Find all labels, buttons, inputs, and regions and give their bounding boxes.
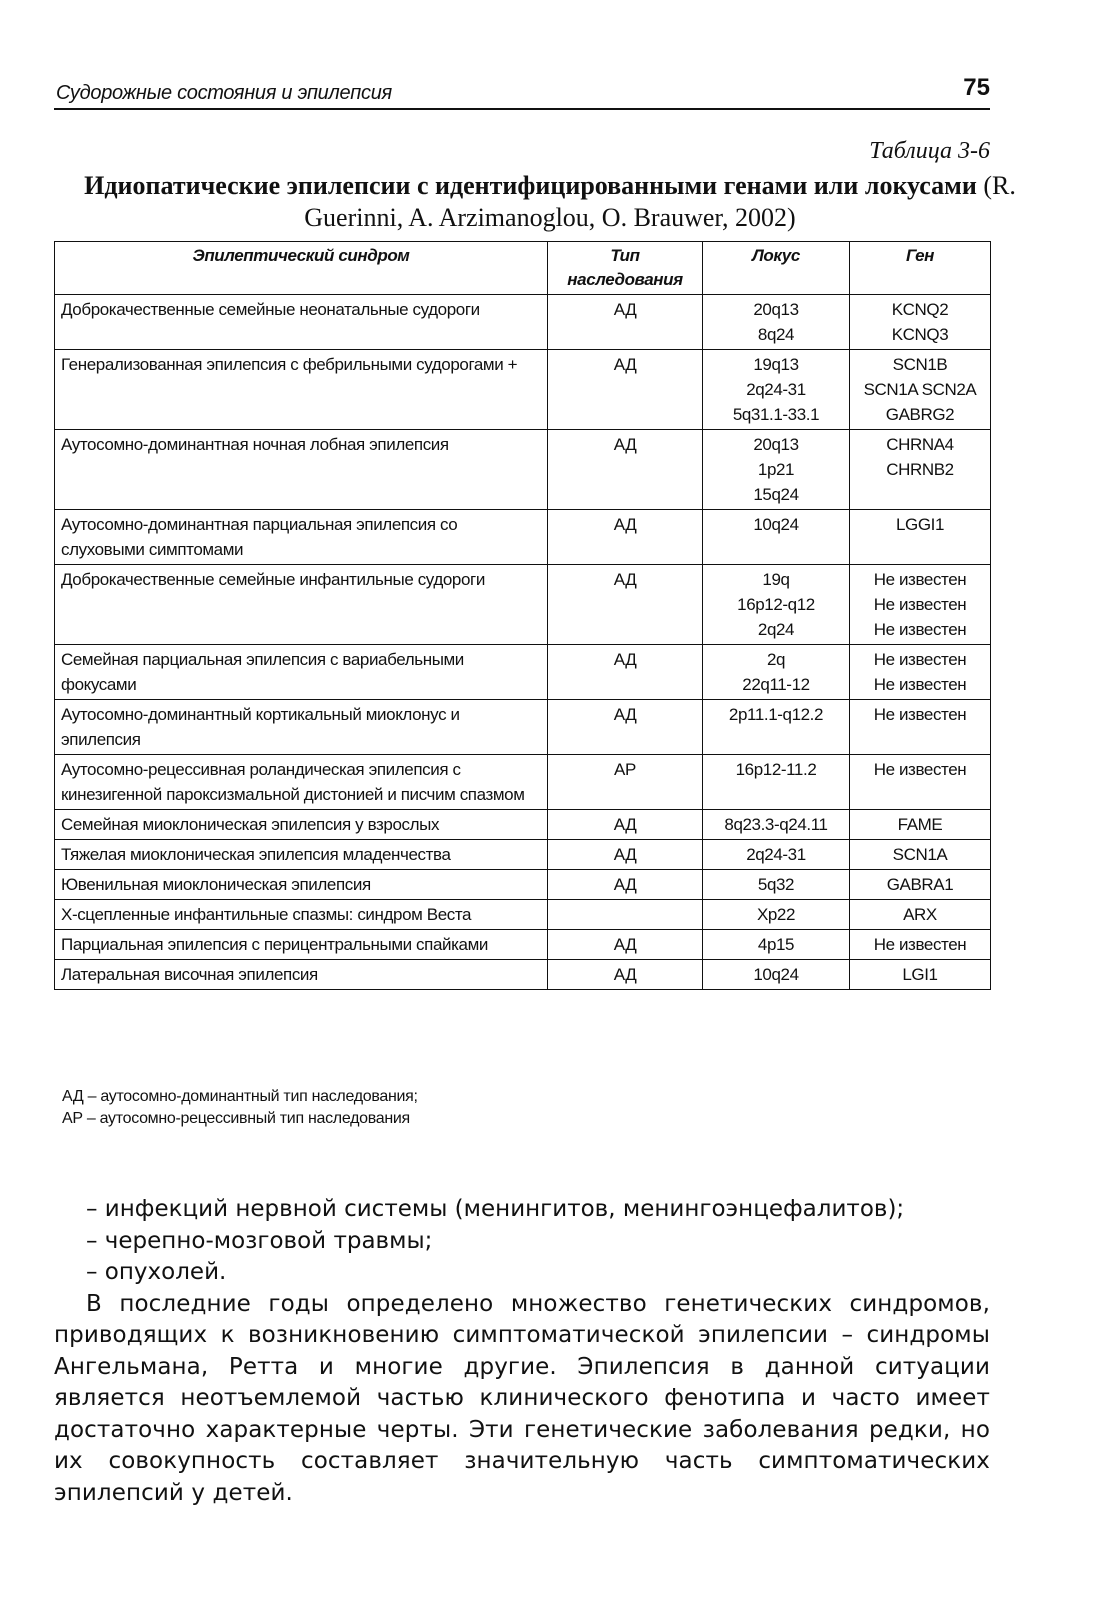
gene-value: KCNQ2 [891, 300, 949, 319]
cell-locus [703, 755, 850, 810]
locus-value: 16p12-q12 [737, 595, 815, 614]
locus-value: 10q24 [753, 965, 799, 984]
locus-value: 22q11-12 [742, 675, 810, 694]
cell-syndrome: Генерализованная эпилепсия с фебрильными судорогами + [55, 350, 548, 430]
cell-gene [850, 755, 991, 810]
cell-syndrome: Ювенильная миоклоническая эпилепсия [55, 870, 548, 900]
gene-value: GABRG2 [885, 405, 955, 424]
cell-syndrome: Семейная парциальная эпилепсия с вариабельными фокусами [55, 645, 548, 700]
cell-gene [850, 430, 991, 510]
cell-inheritance: АД [548, 565, 703, 645]
cell-gene [850, 900, 991, 930]
locus-value: 5q32 [757, 875, 795, 894]
cell-gene [850, 295, 991, 350]
locus-value: 1p21 [757, 460, 795, 479]
table-row [55, 350, 991, 430]
body-paragraph: В последние годы определено множество генетических синдромов, приводящих к возникновению симптоматической эпилепсии – синдромы Ангельмана, Ретта и многие другие. Эпилепсия в данной ситуации является неотъемлемой частью клинического фенотипа и часто имеет достаточно характерные черты. Эти генетические заболевания редки, но их совокупность составляет значительную часть симптоматических эпилепсий у детей. [54, 1290, 990, 1506]
gene-value: Не известен [873, 705, 967, 724]
footnote-ar: АР – аутосомно-рецессивный тип наследования [62, 1110, 410, 1127]
gene-value: CHRNB2 [886, 460, 954, 479]
bullet-item: – инфекций нервной системы (менингитов, менингоэнцефалитов); [86, 1196, 905, 1222]
locus-value: 2q [766, 650, 786, 669]
cell-inheritance: АД [548, 295, 703, 350]
table-row [55, 930, 991, 960]
table-row [55, 510, 991, 565]
locus-value: 2p11.1-q12.2 [728, 705, 824, 724]
cell-inheritance: АД [548, 960, 703, 990]
cell-inheritance: АР [548, 755, 703, 810]
table-row [55, 810, 991, 840]
cell-syndrome: Парциальная эпилепсия с перицентральными спайками [55, 930, 548, 960]
header-inheritance: Тип наследования [548, 242, 703, 295]
body-text [54, 1194, 990, 1509]
gene-value: Не известен [873, 595, 967, 614]
footnote-ad: АД – аутосомно-доминантный тип наследования; [62, 1088, 418, 1105]
cell-gene [850, 565, 991, 645]
cell-locus [703, 840, 850, 870]
locus-value: 8q24 [757, 325, 795, 344]
cell-locus [703, 700, 850, 755]
gene-value: GABRA1 [886, 875, 954, 894]
locus-value: 19q13 [753, 355, 799, 374]
cell-inheritance [548, 900, 703, 930]
header-locus: Локус [703, 242, 850, 295]
cell-gene [850, 510, 991, 565]
locus-value: 2q24 [757, 620, 795, 639]
header-syndrome: Эпилептический синдром [55, 242, 548, 295]
page-number: 75 [963, 74, 990, 101]
table-row [55, 430, 991, 510]
cell-gene [850, 645, 991, 700]
cell-inheritance: АД [548, 510, 703, 565]
locus-value: 20q13 [753, 435, 799, 454]
cell-locus [703, 900, 850, 930]
running-head-section: Судорожные состояния и эпилепсия [56, 82, 392, 104]
cell-inheritance: АД [548, 700, 703, 755]
header-gene: Ген [850, 242, 991, 295]
cell-locus [703, 960, 850, 990]
cell-locus [703, 350, 850, 430]
table-row [55, 700, 991, 755]
locus-value: 8q23.3-q24.11 [724, 815, 828, 834]
table-title-citation: (R. Guerinni, A. Arzimanoglou, O. Brauwer, 2002) [304, 171, 1016, 232]
cell-syndrome: Семейная миоклоническая эпилепсия у взрослых [55, 810, 548, 840]
cell-inheritance: АД [548, 870, 703, 900]
cell-inheritance: АД [548, 645, 703, 700]
table-title [60, 170, 1040, 234]
cell-inheritance: АД [548, 840, 703, 870]
table-row [55, 900, 991, 930]
gene-value: KCNQ3 [891, 325, 949, 344]
cell-syndrome: Доброкачественные семейные неонатальные судороги [55, 295, 548, 350]
cell-syndrome: Латеральная височная эпилепсия [55, 960, 548, 990]
table-row [55, 960, 991, 990]
cell-syndrome: Аутосомно-доминантная парциальная эпилепсия со слуховыми симптомами [55, 510, 548, 565]
locus-value: 2q24-31 [746, 380, 806, 399]
cell-syndrome: Доброкачественные семейные инфантильные судороги [55, 565, 548, 645]
gene-value: Не известен [873, 570, 967, 589]
locus-value: 5q31.1-33.1 [732, 405, 820, 424]
locus-value: 10q24 [753, 515, 799, 534]
gene-value: Не известен [873, 760, 967, 779]
cell-locus [703, 810, 850, 840]
gene-value: LGI1 [902, 965, 938, 984]
table-row [55, 565, 991, 645]
table-footnotes [62, 1086, 418, 1130]
cell-locus [703, 645, 850, 700]
gene-value: FAME [897, 815, 943, 834]
gene-value: SCN1A SCN2A [863, 380, 977, 399]
cell-inheritance: АД [548, 810, 703, 840]
bullet-item: – опухолей. [86, 1259, 227, 1285]
table-row [55, 755, 991, 810]
cell-locus [703, 870, 850, 900]
gene-value: SCN1B [892, 355, 948, 374]
cell-gene [850, 930, 991, 960]
cell-locus [703, 295, 850, 350]
cell-syndrome: Тяжелая миоклоническая эпилепсия младенчества [55, 840, 548, 870]
gene-value: CHRNA4 [886, 435, 954, 454]
table-row [55, 840, 991, 870]
cell-syndrome: X-сцепленные инфантильные спазмы: синдром Веста [55, 900, 548, 930]
locus-value: 4p15 [757, 935, 795, 954]
cell-syndrome: Аутосомно-доминантный кортикальный миоклонус и эпилепсия [55, 700, 548, 755]
table-row [55, 295, 991, 350]
locus-value: 15q24 [753, 485, 799, 504]
bullet-item: – черепно-мозговой травмы; [86, 1227, 433, 1254]
table-number: Таблица 3-6 [869, 138, 990, 164]
gene-value: Не известен [873, 675, 967, 694]
cell-gene [850, 700, 991, 755]
gene-value: Не известен [873, 935, 967, 954]
cell-inheritance: АД [548, 430, 703, 510]
locus-value: 19q [762, 570, 790, 589]
locus-value: 16p12-11.2 [735, 760, 817, 779]
gene-value: Не известен [873, 650, 967, 669]
gene-value: ARX [903, 905, 937, 924]
cell-inheritance: АД [548, 350, 703, 430]
cell-syndrome: Аутосомно-доминантная ночная лобная эпилепсия [55, 430, 548, 510]
locus-value: 20q13 [753, 300, 799, 319]
gene-value: SCN1A [892, 845, 948, 864]
table-header-row [55, 242, 991, 295]
cell-inheritance: АД [548, 930, 703, 960]
gene-value: LGGI1 [895, 515, 945, 534]
cell-gene [850, 840, 991, 870]
locus-value: Xp22 [756, 905, 796, 924]
table-row [55, 870, 991, 900]
cell-locus [703, 510, 850, 565]
cell-gene [850, 810, 991, 840]
cell-gene [850, 870, 991, 900]
cell-locus [703, 930, 850, 960]
gene-value: Не известен [873, 620, 967, 639]
cell-locus [703, 430, 850, 510]
table-title-main: Идиопатические эпилепсии с идентифицированными генами или локусами [84, 171, 977, 200]
cell-syndrome: Аутосомно-рецессивная роландическая эпилепсия с кинезигенной пароксизмальной дистонией и писчим спазмом [55, 755, 548, 810]
locus-value: 2q24-31 [746, 845, 806, 864]
running-head [54, 72, 990, 110]
table-body [55, 295, 991, 990]
epilepsy-genes-table [54, 241, 991, 990]
cell-gene [850, 350, 991, 430]
table-row [55, 645, 991, 700]
cell-locus [703, 565, 850, 645]
cell-gene [850, 960, 991, 990]
